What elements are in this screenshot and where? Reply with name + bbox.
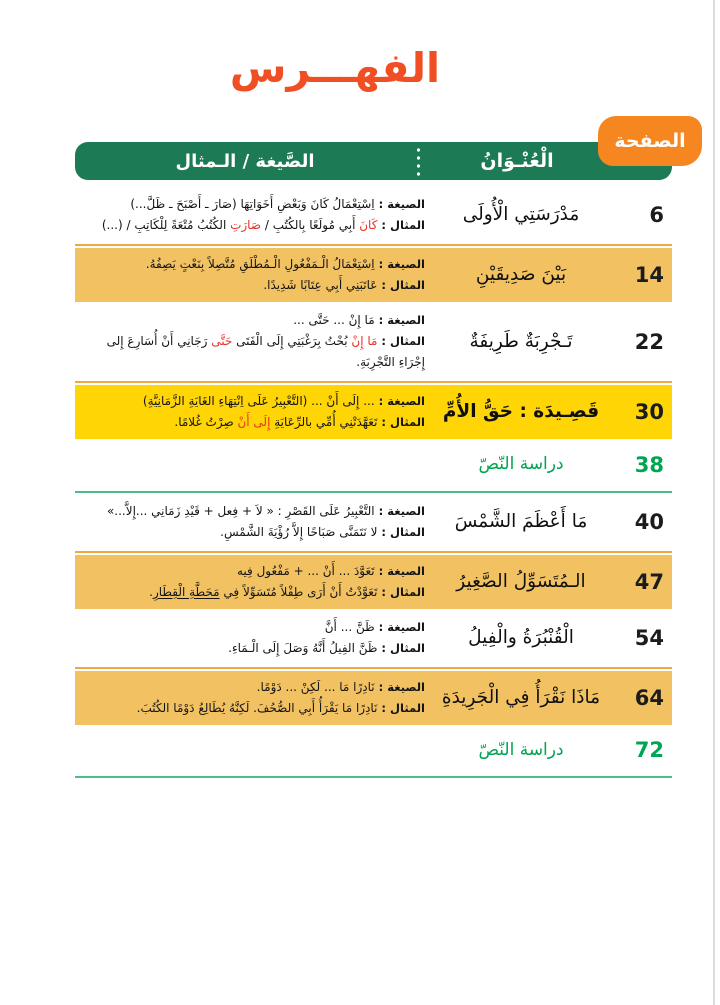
- text-segment: رَجَانِي أَنْ أُسَارِعَ إِلى إِجْرَاءِ التَّجْرِبَةِ.: [106, 334, 425, 369]
- title-cell: [425, 568, 617, 596]
- form-line: [79, 254, 425, 275]
- underlined-word: مَحَطَّةِ الْقِطَارِ: [152, 584, 220, 599]
- text-segment: عَاتَبَنِي أَبِي عِتَابًا شَدِيدًا.: [263, 278, 378, 292]
- text-segment: بُحْتُ بِرَغْبَتِي إِلَى الْفَتَى: [232, 334, 352, 348]
- example-text: [149, 585, 377, 599]
- lesson-title: تَـجْرِبَةٌ طَرِيفَةٌ: [469, 330, 573, 352]
- example-text: [137, 701, 378, 715]
- example-line: [79, 331, 425, 373]
- lesson-title: دراسة النّصّ: [478, 739, 564, 760]
- example-text: [228, 641, 377, 655]
- title-cell: [425, 624, 617, 652]
- form-text: [325, 620, 375, 634]
- title-cell: [425, 508, 617, 536]
- form-line: [79, 617, 425, 638]
- text-segment: أَبِي مُولَعًا بِالكُتُبِ /: [261, 218, 360, 232]
- highlighted-word: حَتَّى: [211, 334, 233, 348]
- toc-row: [75, 385, 672, 439]
- example-line: [79, 638, 425, 659]
- form-line: [79, 391, 425, 412]
- text-segment: ظَنَّ الفِيلُ أَنَّهُ وَصَلَ إِلَى الْـمَاءِ.: [228, 640, 378, 655]
- page-number: 40: [634, 509, 664, 534]
- form-label: الصيغة :: [374, 313, 425, 327]
- toc-row: [75, 727, 672, 775]
- text-segment: ... إِلَى أَنْ ... (التَّعْبِيرُ عَلَى اِنْتِهَاءِ الغَايَةِ الزَّمَانِيَّةِ): [142, 394, 375, 408]
- title-column-header: الْعُنْـوَانُ: [480, 150, 554, 172]
- text-segment: التَّعْبِيرُ عَلَى القَصْرِ : « لاَ + فِعل + قَيْدِ زَمَانِي ...إِلاَّ...»: [106, 503, 375, 518]
- page-title: الفهـــرس: [229, 44, 441, 92]
- form-line: [79, 501, 425, 522]
- form-example-cell: [75, 501, 425, 543]
- form-label: الصيغة :: [374, 503, 425, 518]
- example-line: [79, 698, 425, 719]
- page-column-badge: [598, 116, 702, 166]
- lesson-title: مَاذَا نَقْرَأُ فِي الْجَرِيدَةِ: [441, 686, 601, 708]
- form-text: [257, 680, 375, 694]
- example-label: المثال :: [377, 278, 425, 292]
- text-segment: لا نَتَمَنَّى صَبَاحًا إِلاَّ رُؤْيَةَ الشَّمْسِ.: [220, 524, 378, 539]
- toc-row: [75, 671, 672, 725]
- form-label: الصيغة :: [374, 679, 425, 694]
- lesson-title: الْقُنْبُرَةُ والْفِيلُ: [468, 626, 574, 648]
- form-example-cell: [75, 310, 425, 373]
- text-segment: اِسْتِعْمَالُ الْـمَفْعُولِ الْـمُطْلَقِ مُتَّصِلاً بِنَعْتٍ يَصِفُهُ.: [145, 257, 375, 271]
- form-text: [237, 564, 375, 578]
- toc-content: [75, 130, 686, 778]
- row-divider: [75, 381, 672, 383]
- highlighted-word: مَا إِنْ: [351, 334, 378, 348]
- title-cell: [425, 452, 617, 478]
- text-segment: صِرْتُ غُلامًا.: [174, 415, 238, 429]
- text-segment: نَادِرًا مَا ... لَكِنْ ... دَوْمًا.: [256, 679, 375, 694]
- lesson-title: مَا أَعْظَمَ الشَّمْسَ: [454, 510, 588, 532]
- form-example-cell: [75, 391, 425, 433]
- toc-row: [75, 304, 672, 379]
- example-line: [79, 275, 425, 296]
- example-line: [79, 522, 425, 543]
- text-segment: نَادِرًا مَا يَقْرَأُ أَبِي الصُّحُفَ. لَكِنَّهُ يُطَالِعُ دَوْمًا الكُتُبَ.: [136, 700, 378, 715]
- highlighted-word: كَانَ: [359, 218, 378, 232]
- lesson-title: مَدْرَسَتِي الْأُولَى: [462, 204, 580, 226]
- row-divider: [75, 551, 672, 553]
- title-cell: [425, 201, 617, 229]
- text-segment: تَعَهَّدَتْنِي أُمِّي بالرِّعَايَةِ: [270, 415, 378, 429]
- page-number: 30: [634, 400, 664, 424]
- text-segment: الكُتُبُ مُتْعَةً لِلْكَاتِبِ / (...): [101, 218, 231, 232]
- page-column-label: الصفحة: [614, 130, 686, 152]
- example-text: [174, 415, 377, 429]
- example-label: المثال :: [377, 218, 425, 232]
- lesson-title: قَصِـيدَة : حَقُّ الأُمِّ: [442, 401, 600, 423]
- title-cell: [425, 684, 617, 712]
- page-number: 38: [634, 452, 664, 477]
- form-text: [293, 313, 374, 327]
- example-text: [263, 278, 377, 292]
- form-label: الصيغة :: [374, 197, 425, 211]
- form-label: الصيغة :: [374, 563, 425, 578]
- page-number: 64: [634, 685, 664, 710]
- lesson-title: دراسة النّصّ: [478, 454, 564, 474]
- page-number: 47: [634, 569, 664, 594]
- row-divider: [75, 244, 672, 246]
- form-label: الصيغة :: [374, 394, 425, 408]
- form-line: [79, 194, 425, 215]
- text-segment: مَا إِنْ ... حَتَّى ...: [293, 313, 375, 327]
- title-cell: [425, 328, 617, 356]
- example-line: [79, 215, 425, 236]
- example-text: [220, 525, 377, 539]
- lesson-title: بَيْنَ صَدِيقَيْنِ: [475, 264, 567, 286]
- toc-rows: [75, 188, 672, 778]
- example-label: المثال :: [377, 334, 425, 348]
- form-column-header: الصَّيغة / الـمثال: [175, 150, 315, 172]
- example-line: [79, 412, 425, 433]
- toc-row: [75, 555, 672, 609]
- form-example-cell: [75, 254, 425, 296]
- page-edge-line: [713, 0, 715, 1005]
- title-cell: [425, 261, 617, 289]
- form-text: [146, 257, 375, 271]
- text-segment: .: [149, 584, 153, 599]
- highlighted-word: صَارَتِ: [230, 218, 262, 232]
- form-label: الصيغة :: [374, 257, 425, 271]
- row-divider: [75, 667, 672, 669]
- table-header-bar: [75, 130, 686, 180]
- form-example-cell: [75, 677, 425, 719]
- example-text: [102, 218, 378, 232]
- form-example-cell: [75, 561, 425, 603]
- form-text: [143, 394, 375, 408]
- example-label: المثال :: [377, 640, 425, 655]
- text-segment: تَعَوَّدَ ... أَنْ ... + مَفْعُول فِيه: [236, 563, 375, 578]
- form-label: الصيغة :: [374, 619, 425, 634]
- form-text: [107, 504, 375, 518]
- text-segment: تَعَوَّدْتُ أَنْ أَرَى طِفْلاً مُتَسَوِّلاً فِي: [219, 584, 378, 599]
- toc-row: [75, 188, 672, 242]
- example-label: المثال :: [377, 524, 425, 539]
- form-line: [79, 561, 425, 582]
- text-segment: ظَنَّ ... أَنَّ: [324, 619, 375, 634]
- text-segment: اِسْتِعْمَالُ كَانَ وَبَعْضِ أَخَوَاتِهَا (صَارَ ـ أَصْبَحَ ـ ظَلَّ...): [130, 197, 375, 211]
- page-number: 22: [634, 329, 664, 354]
- toc-row: [75, 248, 672, 302]
- form-example-cell: [75, 194, 425, 236]
- page-number: 14: [634, 263, 664, 287]
- row-divider: [75, 776, 672, 778]
- toc-row: [75, 611, 672, 665]
- title-cell: [425, 398, 617, 426]
- example-label: المثال :: [377, 700, 425, 715]
- row-divider: [75, 491, 672, 493]
- title-cell: [425, 738, 617, 764]
- toc-row: [75, 441, 672, 489]
- page-number: 54: [634, 625, 664, 650]
- dotted-separator: [417, 146, 420, 176]
- highlighted-word: إِلَى أَنْ: [237, 415, 271, 429]
- example-line: [79, 582, 425, 603]
- toc-row: [75, 495, 672, 549]
- form-text: [130, 197, 374, 211]
- form-line: [79, 310, 425, 331]
- lesson-title: الـمُتَسَوِّلُ الصَّغِيرُ: [456, 570, 586, 592]
- form-example-cell: [75, 617, 425, 659]
- page-number: 6: [649, 203, 664, 227]
- example-label: المثال :: [377, 415, 425, 429]
- example-label: المثال :: [377, 584, 425, 599]
- page-number: 72: [634, 738, 664, 763]
- form-line: [79, 677, 425, 698]
